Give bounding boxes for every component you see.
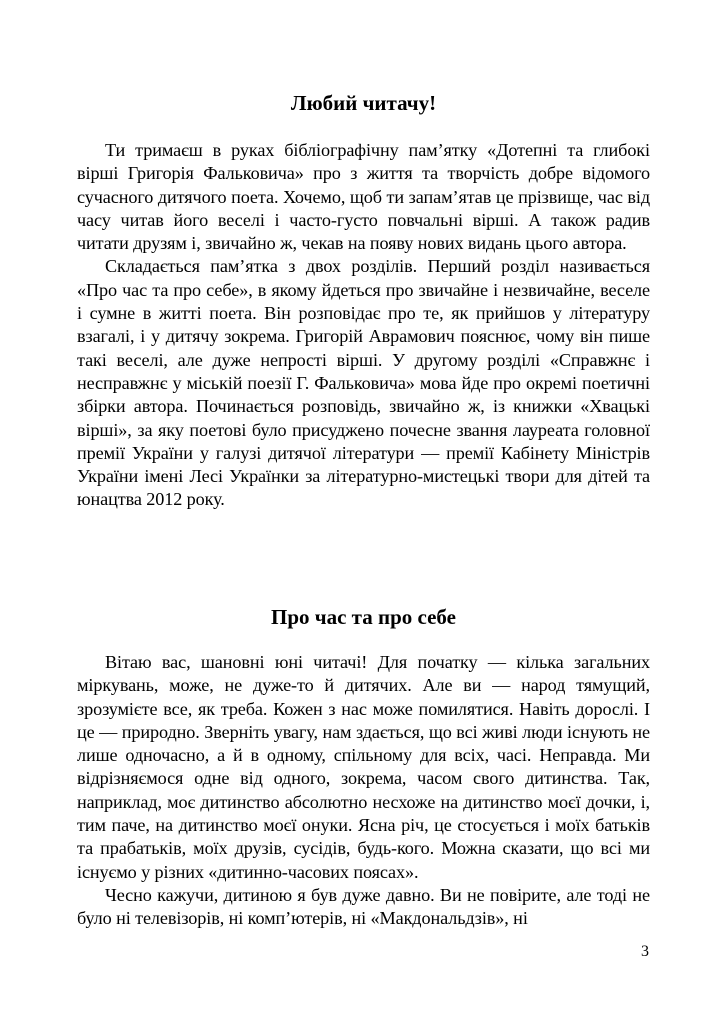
section-body-about-time <box>77 651 650 931</box>
paragraph: Вітаю вас, шановні юні читачі! Для початку — кілька загальних міркувань, може, не дуже-то й дитячих. Але ви — народ тямущий, зрозумієте все, як треба. Кожен з нас може помилятися. Навіть дорослі. І це — природно. Зверніть увагу, нам здається, що всі живі люди існують не лише одночасно, а й в одному, спільному для всіх, часі. Неправда. Ми відрізняємося одне від одного, зокрема, часом свого дитинства. Так, наприклад, моє дитинство абсолютно несхоже на дитинство моєї дочки, і, тим паче, на дитинство моєї онуки. Ясна річ, це стосується і моїх батьків та прабатьків, моїх друзів, сусідів, будь-кого. Можна сказати, що всі ми існуємо у різних «дитинно-часових поясах». <box>77 652 650 882</box>
section-body-dear-reader <box>77 139 650 512</box>
page-number: 3 <box>641 943 649 960</box>
section-title-about-time: Про час та про себе <box>271 605 456 629</box>
document-page <box>77 0 650 1024</box>
paragraph: Ти тримаєш в руках бібліографічну пам’ятку «Дотепні та глибокі вірші Григорія Фальковича» про з життя та творчість добре відомого сучасного дитячого поета. Хочемо, щоб ти запам’ятав це прізвище, час від часу читав його веселі і часто-густо повчальні вірші. А також радив читати друзям і, звичайно ж, чекав на появу нових видань цього автора. <box>77 140 650 254</box>
paragraph: Чесно кажучи, дитиною я був дуже давно. Ви не повірите, але тоді не було ні телевізорів, ні комп’ютерів, ні «Макдональдзів», ні <box>77 884 650 929</box>
paragraph: Складається пам’ятка з двох розділів. Перший розділ називається «Про час та про себе», в якому йдеться про звичайне і незвичайне, веселе і сумне в житті поета. Він розповідає про те, як прийшов у літературу взагалі, і у дитячу зокрема. Григорій Аврамович пояснює, чому він пише такі веселі, але дуже непрості вірші. У другому розділі «Справжнє і несправжнє у міській поезії Г. Фальковича» мова йде про окремі поетичні збірки автора. Починається розповідь, звичайно ж, із книжки «Хвацькі вірші», за яку поетові було присуджено почесне звання лауреата головної премії України у галузі дитячої літератури — премії Кабінету Міністрів України імені Лесі Українки за літературно-мистецькі твори для дітей та юнацтва 2012 року. <box>77 256 650 510</box>
section-title-dear-reader: Любий читачу! <box>290 91 437 115</box>
